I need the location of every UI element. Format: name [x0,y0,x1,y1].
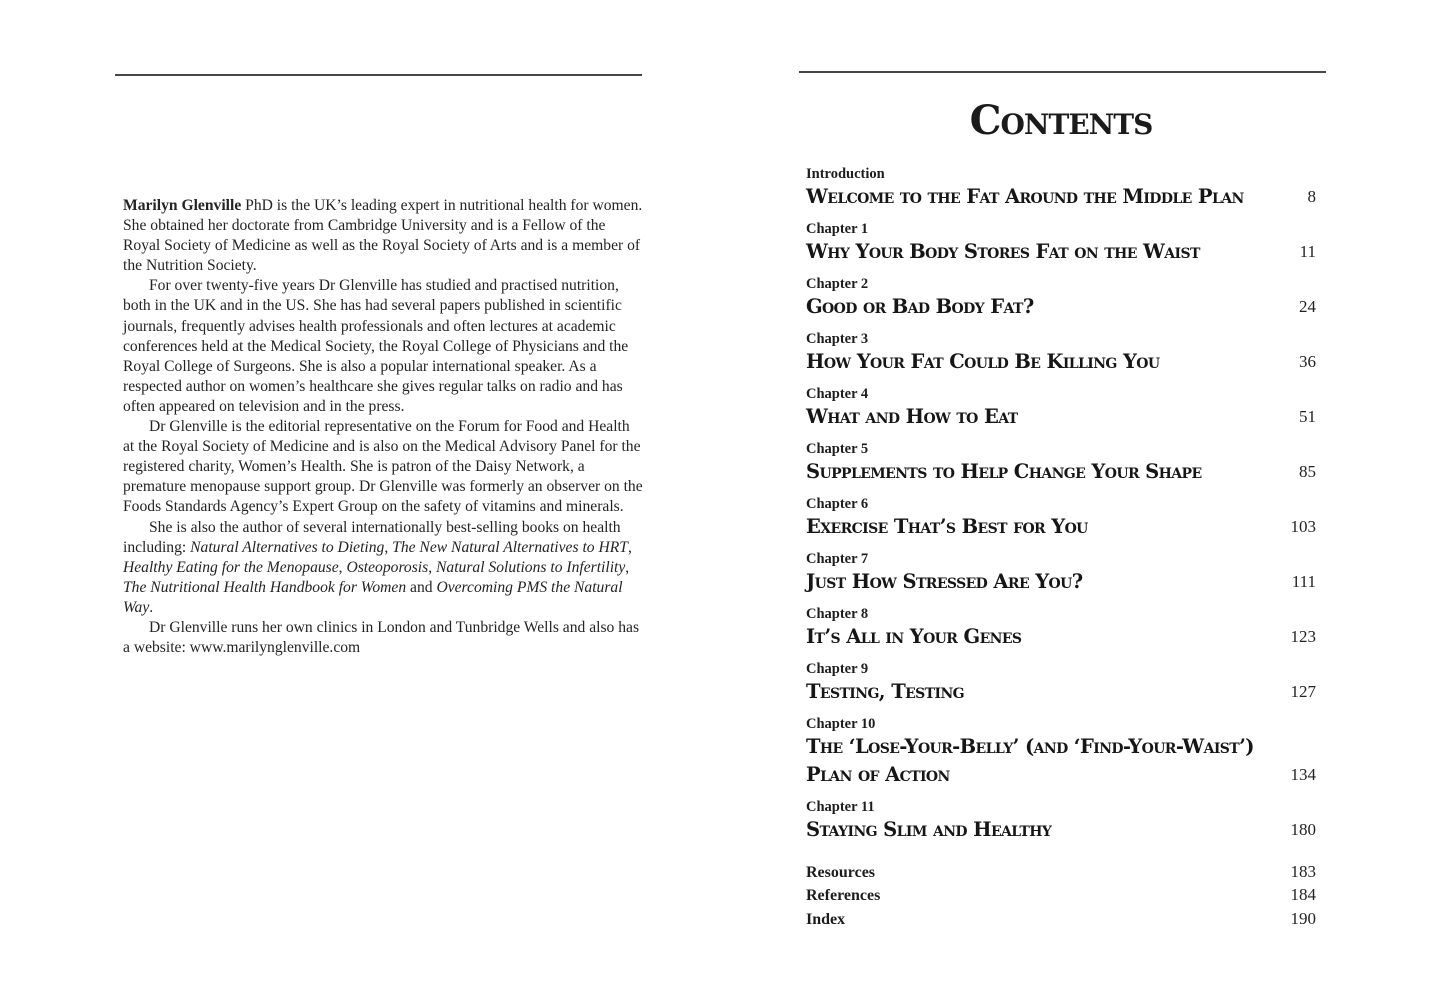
toc-chapter-label: Chapter 4 [806,386,869,402]
toc-chapter-titles [806,678,964,706]
toc-chapter-label: Chapter 6 [806,496,869,512]
toc-chapter-label: Chapter 8 [806,606,869,622]
back-matter-row [806,884,1316,907]
bio-text-segment: The Nutritional Health Handbook for Women [123,578,407,596]
bio-text-segment: , [338,558,347,576]
toc-page-number: 180 [1290,820,1316,839]
bio-text-segment: For over twenty-five years Dr Glenville has studied and practised nutrition, both in the UK and in the US. She has had several papers published in scientific journals, frequently advises health professionals and often lectures at academic conferences held at the Medical Society, the Royal College of Physicians and the Royal College of Surgeons. She is also a popular international speaker. As a respected author on women’s healthcare she gives regular talks on radio and has often appeared on television and in the press. [123,277,629,415]
toc-chapter-title: The ‘Lose-Your-Belly’ (and ‘Find-Your-Waist’) [806,735,1254,758]
toc-chapter-label: Chapter 1 [806,221,869,237]
toc-chapter-label: Chapter 2 [806,276,869,292]
back-matter-list [806,861,1316,931]
bio-paragraph [123,618,643,658]
toc-list [806,166,1316,844]
bio-text-segment: , [428,558,436,576]
contents-title: Contents [969,97,1153,144]
bio-paragraph [123,518,643,618]
toc-chapter-title: Just How Stressed Are You? [806,570,1083,593]
back-matter-page-number: 184 [1290,885,1316,905]
back-matter-row [806,861,1316,884]
toc-entry [806,716,1316,789]
bio-text-segment: Healthy Eating for the Menopause [123,558,339,576]
toc-page-number: 127 [1290,682,1316,701]
bio-text-segment: , [625,558,630,576]
toc-chapter-label: Chapter 10 [806,716,876,732]
toc-title-row [806,623,1316,651]
toc-page-number: 111 [1291,572,1316,591]
bio-text-segment: Marilyn Glenville [123,197,242,214]
bio-paragraph [123,276,643,417]
toc-chapter-title: Why Your Body Stores Fat on the Waist [806,240,1200,263]
bio-text-segment: , [627,538,632,556]
bio-text-segment: She is also the author of several internationally best-selling books on health including: [123,518,621,556]
toc-chapter-label: Chapter 5 [806,441,869,457]
toc-title-row [806,816,1316,844]
toc-entry [806,799,1316,844]
toc-chapter-titles [806,623,1021,651]
toc-page-number: 24 [1299,297,1316,316]
toc-chapter-label: Chapter 9 [806,661,869,677]
toc-title-row [806,183,1316,211]
toc-chapter-title: How Your Fat Could Be Killing You [806,350,1160,373]
bio-text-segment: Osteoporosis [346,558,429,576]
toc-chapter-titles [806,238,1200,266]
toc-page-number: 36 [1299,352,1316,371]
toc-entry [806,331,1316,376]
bio-paragraph [123,196,643,276]
bio-text-segment: Natural Alternatives to Dieting [190,538,385,556]
toc-title-row [806,513,1316,541]
bio-paragraph [123,417,643,517]
back-matter-page-number: 183 [1290,862,1316,881]
toc-chapter-titles [806,403,1018,431]
toc-title-row [806,403,1316,431]
toc-title-row [806,733,1316,789]
toc-chapter-label: Chapter 3 [806,331,869,347]
left-page-top-rule [115,74,642,76]
toc-chapter-titles [806,513,1088,541]
bio-text-segment: Dr Glenville is the editorial representative on the Forum for Food and Health at the Royal Society of Medicine and is also on the Medical Advisory Panel for the registered charity, Women’s Health. She is patron of the Daisy Network, a premature menopause support group. Dr Glenville was formerly an observer on the Foods Standards Agency’s Expert Group on the safety of vitamins and minerals. [123,418,643,516]
toc-title-row [806,293,1316,321]
toc-entry [806,661,1316,706]
toc-chapter-titles [806,568,1083,596]
toc-chapter-title: Good or Bad Body Fat? [806,295,1034,318]
bio-text-segment: and [406,578,437,596]
back-matter-row [806,908,1316,931]
toc-chapter-label: Chapter 11 [806,799,875,815]
bio-text-segment: , [384,538,393,556]
contents-page [806,98,1316,931]
toc-chapter-title: Staying Slim and Healthy [806,818,1052,841]
back-matter-title: References [806,887,881,905]
bio-text-segment: Dr Glenville runs her own clinics in London and Tunbridge Wells and also has a website: www.marilynglenville.com [123,618,640,657]
toc-entry [806,551,1316,596]
toc-entry [806,166,1316,211]
toc-title-row [806,348,1316,376]
toc-chapter-title: Exercise That’s Best for You [806,515,1088,538]
toc-chapter-title-line2: Plan of Action [806,763,950,786]
bio-text-segment: The New Natural Alternatives to HRT [392,538,628,556]
toc-title-row [806,238,1316,266]
toc-chapter-title: It’s All in Your Genes [806,625,1022,648]
toc-entry [806,441,1316,486]
author-bio [123,196,643,658]
toc-entry [806,221,1316,266]
bio-text-segment: . [149,598,154,616]
toc-page-number: 134 [1290,765,1316,784]
toc-chapter-title: Supplements to Help Change Your Shape [806,460,1202,483]
toc-page-number: 85 [1299,462,1316,481]
bio-text-segment: Overcoming PMS the Natural Way [123,578,623,616]
right-page-top-rule [799,71,1326,73]
back-matter-title: Resources [806,864,876,881]
toc-entry [806,386,1316,431]
toc-chapter-title: What and How to Eat [806,405,1018,428]
toc-chapter-title: Testing, Testing [806,680,965,703]
bio-text-segment: PhD is the UK’s leading expert in nutritional health for women. She obtained her doctorate from Cambridge University and is a Fellow of the Royal Society of Medicine as well as the Royal Society of Arts and is a member of the Nutrition Society. [123,197,643,275]
toc-chapter-titles [806,458,1202,486]
back-matter-title: Index [806,910,846,928]
toc-chapter-label: Introduction [806,166,885,182]
toc-chapter-titles [806,348,1159,376]
toc-entry [806,276,1316,321]
toc-title-row [806,678,1316,706]
toc-chapter-titles [806,183,1244,211]
toc-chapter-titles [806,816,1051,844]
toc-title-row [806,568,1316,596]
bio-text-segment: Natural Solutions to Infertility [436,558,626,576]
toc-chapter-title: Welcome to the Fat Around the Middle Plan [806,185,1244,208]
toc-chapter-titles [806,733,1254,789]
toc-chapter-titles [806,293,1034,321]
toc-page-number: 51 [1299,407,1316,426]
back-matter-page-number: 190 [1290,908,1316,928]
toc-page-number: 103 [1290,517,1316,536]
toc-entry [806,496,1316,541]
toc-title-row [806,458,1316,486]
toc-chapter-label: Chapter 7 [806,551,869,567]
toc-page-number: 123 [1290,627,1316,646]
toc-entry [806,606,1316,651]
toc-page-number: 11 [1299,242,1316,261]
toc-page-number: 8 [1307,187,1316,206]
